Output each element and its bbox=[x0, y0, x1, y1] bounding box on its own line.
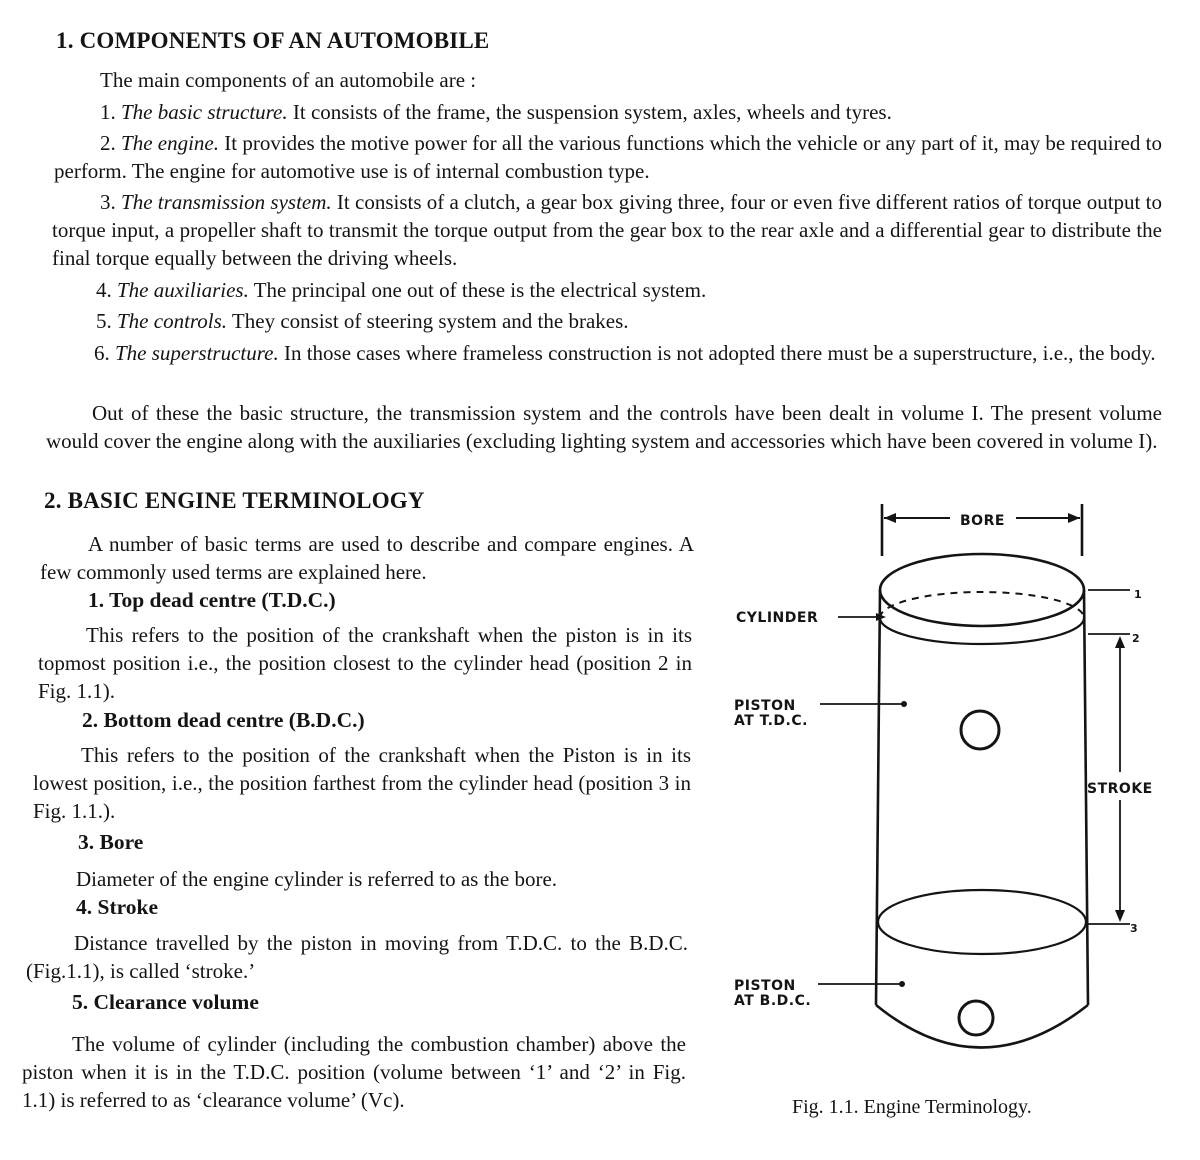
engine-cylinder-diagram bbox=[710, 490, 1180, 1050]
section-1-intro: The main components of an automobile are : bbox=[100, 68, 477, 92]
cylinder-top-rim bbox=[880, 554, 1084, 626]
term-text-tdc: This refers to the position of the crankshaft when the piston is in its topmost position i.e., the position closest to the cylinder head (position 2 in Fig. 1.1). bbox=[38, 623, 692, 703]
piston-tdc-top-back bbox=[880, 592, 1084, 618]
term-heading-clearance: 5. Clearance volume bbox=[72, 990, 259, 1014]
engine-terminology-figure bbox=[710, 490, 1180, 1050]
term-heading-tdc: 1. Top dead centre (T.D.C.) bbox=[88, 588, 336, 612]
piston-bdc-pin bbox=[959, 1001, 993, 1035]
component-item-3: 3. The transmission system. It consists of a clutch, a gear box giving three, four or even five different ratios of torque output to torque input, a propeller shaft to transmit the torque output from the gear box to the rear axle and a differential gear to distribute the final torque equally between the driving wheels. bbox=[52, 190, 1162, 270]
term-heading-stroke: 4. Stroke bbox=[76, 895, 159, 919]
section-1-closing: Out of these the basic structure, the transmission system and the controls have been dealt in volume I. The present volume would cover the engine along with the auxiliaries (excluding lighting system and accessories which have been covered in volume I). bbox=[46, 401, 1162, 453]
term-text-stroke: Distance travelled by the piston in moving from T.D.C. to the B.D.C. (Fig.1.1), is called ‘stroke.’ bbox=[26, 931, 688, 983]
component-title: The transmission system. bbox=[121, 190, 332, 214]
position-1-label: 1 bbox=[1134, 588, 1142, 601]
term-text-bore: Diameter of the engine cylinder is referred to as the bore. bbox=[76, 867, 558, 891]
piston-bdc-label-line2: AT B.D.C. bbox=[734, 993, 812, 1009]
component-item-6: 6. The superstructure. In those cases where frameless construction is not adopted there must be a superstructure, i.e., the body. bbox=[94, 341, 1156, 365]
piston-bdc-leader-dot bbox=[899, 981, 905, 987]
piston-tdc-top-front bbox=[880, 618, 1084, 644]
cylinder-label: CYLINDER bbox=[736, 610, 819, 626]
component-title: The auxiliaries. bbox=[117, 278, 249, 302]
term-text-clearance: The volume of cylinder (including the combustion chamber) above the piston when it is in the T.D.C. position (volume between ‘1’ and ‘2’ in Fig. 1.1) is referred to as ‘clearance volume’ (Vc). bbox=[22, 1032, 686, 1112]
bore-arrow-right bbox=[1068, 513, 1080, 523]
piston-tdc-label-line1: PISTON bbox=[734, 698, 796, 714]
piston-bdc-label-line1: PISTON bbox=[734, 978, 796, 994]
position-3-label: 3 bbox=[1130, 922, 1138, 935]
component-title: The basic structure. bbox=[121, 100, 288, 124]
cylinder-bottom bbox=[876, 1005, 1088, 1048]
term-text-bdc: This refers to the position of the crankshaft when the Piston is in its lowest position, i.e., the position farthest from the cylinder head (position 3 in Fig. 1.1.). bbox=[33, 743, 691, 823]
component-item-2: 2. The engine. It provides the motive power for all the various functions which the vehicle or any part of it, may be required to perform. The engine for automotive use is of internal combustion type. bbox=[54, 131, 1162, 183]
component-item-5: 5. The controls. They consist of steering system and the brakes. bbox=[96, 309, 629, 333]
component-title: The engine. bbox=[121, 131, 219, 155]
piston-bdc-top bbox=[878, 890, 1086, 954]
piston-tdc-label-line2: AT T.D.C. bbox=[734, 713, 808, 729]
section-2-heading: 2. BASIC ENGINE TERMINOLOGY bbox=[44, 488, 425, 513]
piston-tdc-pin bbox=[961, 711, 999, 749]
term-heading-bore: 3. Bore bbox=[78, 830, 144, 854]
term-heading-bdc: 2. Bottom dead centre (B.D.C.) bbox=[82, 708, 365, 732]
bore-arrow-left bbox=[884, 513, 896, 523]
piston-tdc-leader-dot bbox=[901, 701, 907, 707]
component-item-4: 4. The auxiliaries. The principal one out of these is the electrical system. bbox=[96, 278, 707, 302]
stroke-arrow-top bbox=[1115, 636, 1125, 648]
stroke-label: STROKE bbox=[1087, 781, 1153, 797]
cylinder-wall-right bbox=[1084, 590, 1088, 1005]
cylinder-wall-left bbox=[876, 590, 880, 1005]
stroke-arrow-bottom bbox=[1115, 910, 1125, 922]
component-item-1: 1. The basic structure. It consists of the frame, the suspension system, axles, wheels and tyres. bbox=[100, 100, 892, 124]
position-2-label: 2 bbox=[1132, 632, 1140, 645]
section-2-intro: A number of basic terms are used to describe and compare engines. A few commonly used terms are explained here. bbox=[40, 532, 694, 584]
figure-caption: Fig. 1.1. Engine Terminology. bbox=[792, 1096, 1032, 1118]
component-title: The superstructure. bbox=[115, 341, 279, 365]
section-1-heading: 1. COMPONENTS OF AN AUTOMOBILE bbox=[56, 28, 490, 53]
component-title: The controls. bbox=[117, 309, 228, 333]
bore-label: BORE bbox=[960, 513, 1005, 529]
